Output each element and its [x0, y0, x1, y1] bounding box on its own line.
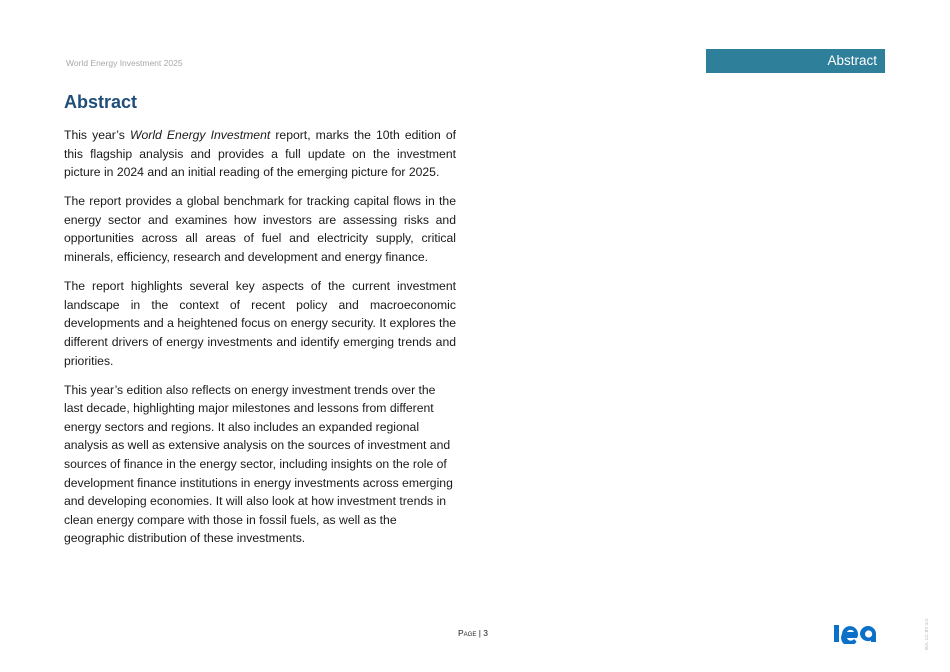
page-number-value: 3: [483, 628, 489, 638]
page-label: Page: [458, 628, 477, 638]
page-title: Abstract: [64, 92, 138, 112]
iea-logo: [832, 620, 888, 644]
body-text: [64, 126, 456, 558]
paragraph-1: [64, 126, 456, 182]
paragraph-4: This year’s edition also reflects on energy investment trends over the last decade, highlighting major milestones and lessons from different energy sectors and regions. It also includes an expanded regional analysis as well as extensive analysis on the sources of investment and sources of finance in the energy sector, including insights on the role of development finance institutions in energy investments across emerging and developing economies. It will also look at how investment trends in clean energy compare with those in fossil fuels, as well as the geographic distribution of these investments.: [64, 382, 453, 546]
paragraph-1-rest: report, marks the 10th edition of this flagship analysis and provides a full update on the investment picture in 2024 and an initial reading of the emerging picture for 2025.: [64, 128, 457, 180]
page-separator: |: [476, 628, 484, 638]
paragraph-3: The report highlights several key aspects of the current investment landscape in the context of recent policy and macroeconomic developments and a heightened focus on energy security. It explores the different drivers of energy investments and identify emerging trends and priorities.: [64, 279, 456, 368]
paragraph-1-lead: This year’s: [64, 128, 130, 142]
paragraph-2: The report provides a global benchmark for tracking capital flows in the energy sector and examines how investors are assessing risks and opportunities across all areas of fuel and electricity supply, critical minerals, efficiency, research and development and energy finance.: [64, 194, 456, 265]
section-tab: Abstract: [706, 49, 885, 73]
page-number: [458, 628, 488, 638]
running-header: World Energy Investment 2025: [66, 58, 183, 68]
report-title-italic: World Energy Investment: [129, 128, 271, 142]
copyright-notice: IEA. CC BY 4.0.: [924, 617, 929, 650]
